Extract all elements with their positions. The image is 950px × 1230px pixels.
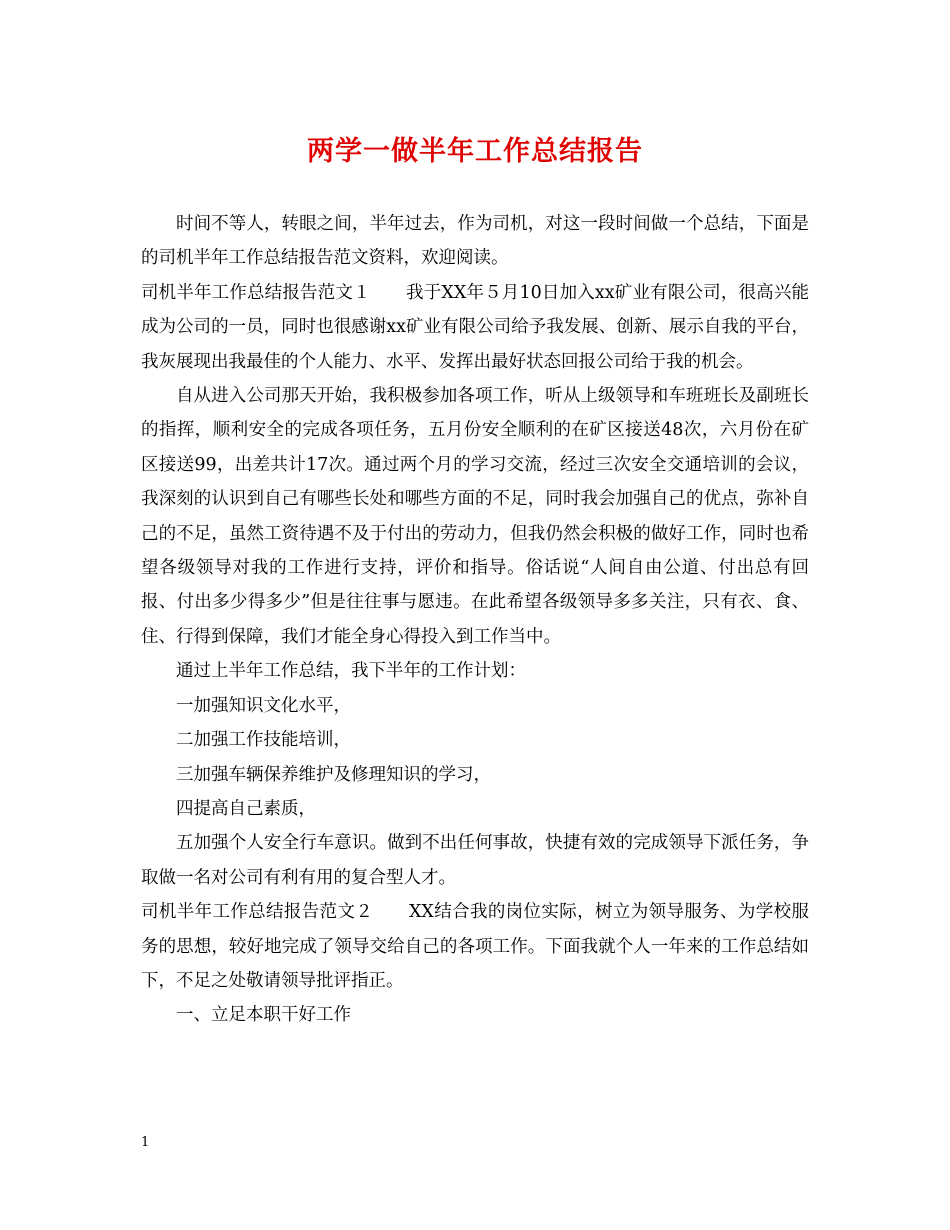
paragraph-sample-1-heading: 司机半年工作总结报告范文１ 我于XX年５月10日加入xx矿业有限公司，很高兴能成为公司的一员，同时也很感谢xx矿业有限公司给予我发展、创新、展示自我的平台，我灰展现出我最佳的个人能力、水平、发挥出最好状态回报公司给于我的机会。: [141, 282, 809, 372]
section-heading-1: 一、立足本职干好工作: [176, 1005, 351, 1026]
document-title: 两学一做半年工作总结报告: [307, 136, 643, 167]
paragraph-intro: 时间不等人，转眼之间，半年过去，作为司机，对这一段时间做一个总结，下面是的司机半年工作总结报告范文资料，欢迎阅读。: [141, 214, 809, 269]
plan-item-3: 三加强车辆保养维护及修理知识的学习，: [176, 764, 491, 785]
plan-item-4: 四提高自己素质，: [176, 798, 316, 819]
plan-item-5: 五加强个人安全行车意识。做到不出任何事故，快捷有效的完成领导下派任务，争取做一名对公司有利有用的复合型人才。: [141, 833, 809, 888]
paragraph-plan-intro: 通过上半年工作总结，我下半年的工作计划：: [176, 661, 526, 682]
paragraph-work-review: 自从进入公司那天开始，我积极参加各项工作，听从上级领导和车班班长及副班长的指挥，顺利安全的完成各项任务，五月份安全顺利的在矿区接送48次，六月份在矿区接送99，出差共计17次。通过两个月的学习交流，经过三次安全交通培训的会议，我深刻的认识到自己有哪些长处和哪些方面的不足，同时我会加强自己的优点，弥补自己的不足，虽然工资待遇不及于付出的劳动力，但我仍然会积极的做好工作，同时也希望各级领导对我的工作进行支持，评价和指导。俗话说“人间自由公道、付出总有回报、付出多少得多少”但是往往事与愿违。在此希望各级领导多多关注，只有衣、食、住、行得到保障，我们才能全身心得投入到工作当中。: [141, 386, 809, 647]
plan-item-1: 一加强知识文化水平，: [176, 695, 351, 716]
plan-item-2: 二加强工作技能培训，: [176, 730, 351, 751]
document-body: [141, 207, 809, 1033]
paragraph-sample-2-heading: 司机半年工作总结报告范文２ XX结合我的岗位实际，树立为领导服务、为学校服务的思想，较好地完成了领导交给自己的各项工作。下面我就个人一年来的工作总结如下，不足之处敬请领导批评指正。: [141, 902, 809, 991]
page-number: 1: [141, 1135, 150, 1150]
